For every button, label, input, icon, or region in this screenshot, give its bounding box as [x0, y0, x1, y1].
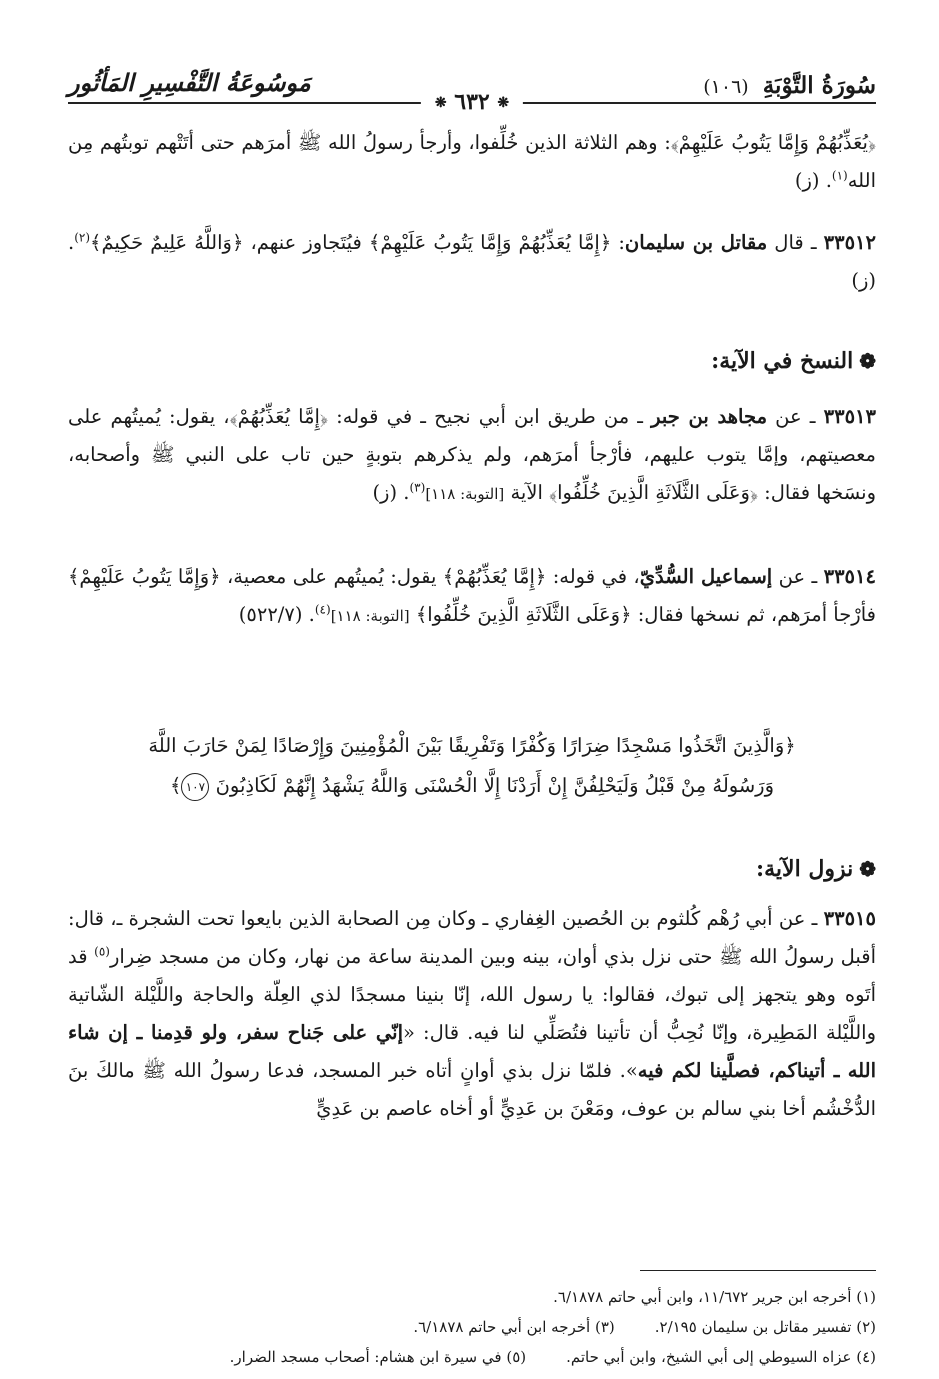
quran-quote: ﴿إِمَّا يُعَذِّبُهُمْ﴾ [229, 405, 328, 428]
quran-quote: ﴿إِمَّا يُعَذِّبُهُمْ﴾ [442, 565, 547, 588]
paragraph-text: ـ عن [772, 565, 824, 588]
verse-close: ﴾ [169, 774, 182, 797]
quran-quote: ﴿وَعَلَى الثَّلَاثَةِ الَّذِينَ خُلِّفُوا﴾ [415, 603, 632, 626]
paragraph-text: ». فلمّا نزل بذي أوانٍ أتاه خبر المسجد، فدعا رسولُ الله ﷺ مالكَ بنَ الدُّخْشُم أخا بني سالم بن عوف، ومَعْنَ بن عَدِيٍّ أو أخاه عاصم بن عَدِيٍّ [68, 1059, 876, 1120]
paragraph-text: ، في قوله: [546, 565, 640, 588]
footnote-marker: (٣) [409, 480, 426, 495]
paragraph-text: الآية [504, 481, 550, 504]
footnote-5: (٥) في سيرة ابن هشام: أصحاب مسجد الضرار. [229, 1348, 527, 1366]
quran-quote: ﴿وَعَلَى الثَّلَاثَةِ الَّذِينَ خُلِّفُوا﴾ [549, 481, 758, 504]
paragraph-text: ـ عن أبي رُهْم كُلثوم بن الحُصين الغِفاري ـ وكان مِن الصحابة الذين بايعوا تحت الشجرة ـ، قال: أقبل رسولُ الله ﷺ حتى نزل بذي أوان، بينه وبين المدينة ساعة من نهار، وكان من مسجد ضِرار [68, 907, 876, 968]
ornament-icon: ❋ [434, 95, 447, 111]
footnote-marker: (١) [831, 168, 848, 183]
quran-quote: ﴿وَاللَّهُ عَلِيمٌ حَكِيمٌ﴾ [90, 231, 244, 254]
footnote-row [68, 1342, 876, 1372]
footnote-4: (٤) عزاه السيوطي إلى أبي الشيخ، وابن أبي حاتم. [566, 1348, 876, 1366]
source-tag: . (ز) [794, 169, 832, 192]
section-heading-revelation [68, 850, 876, 888]
footnote-1: (١) أخرجه ابن جرير ١١/٦٧٢، وابن أبي حاتم ٦/١٨٧٨. [553, 1288, 876, 1306]
paragraph-text: فأرْجأ أمرَهم، ثم نسخها فقال: [631, 603, 876, 626]
book-title: مَوسُوعَةُ التَّفْسِيرِ المَأثُور [68, 68, 311, 97]
narration-number: ٣٣٥١٣ [823, 405, 876, 428]
source-tag: . (ز) [68, 231, 876, 292]
page-header [68, 60, 876, 115]
narrator-name: مجاهد بن جبر [651, 405, 768, 428]
footnote-marker: (٢) [74, 230, 91, 245]
footnotes [68, 1282, 876, 1372]
verse-reference: [التوبة: ١١٨] [425, 485, 505, 503]
ornament-icon: ❋ [497, 95, 510, 111]
surah-title [703, 72, 876, 99]
narration-number: ٣٣٥١٤ [823, 565, 876, 588]
page-number [421, 90, 523, 115]
source-tag: . (٥٢٢/٧) [238, 603, 315, 626]
paragraph-1 [68, 124, 876, 200]
narration-number: ٣٣٥١٢ [823, 231, 876, 254]
quran-quote: ﴿يُعَذِّبُهُمْ وَإِمَّا يَتُوبُ عَلَيْهِمْ﴾ [670, 131, 876, 154]
ayah-number-badge: ١٠٧ [181, 773, 209, 801]
paragraph-text: ـ قال [767, 231, 824, 254]
flower-icon: ❁ [859, 857, 876, 881]
paragraph-33513 [68, 398, 876, 513]
surah-number: (١٠٦) [703, 76, 749, 98]
footnote-marker: (٤) [314, 602, 331, 617]
quran-verse-block [68, 726, 876, 806]
paragraph-text: : [611, 231, 625, 254]
hadith-quote: إنّي على جَناح سفر، ولو قدِمنا ـ إن شاء الله ـ أتيناكم، فصلَّينا لكم فيه [68, 1021, 876, 1082]
verse-text: وَرَسُولَهُ مِنْ قَبْلُ وَلَيَحْلِفُنَّ إِنْ أَرَدْنَا إِلَّا الْحُسْنَى وَاللَّهُ يَشْهَدُ إِنَّهُمْ لَكَاذِبُونَ [215, 774, 775, 797]
paragraph-text: فيُتَجاوز عنهم، [243, 231, 369, 254]
quran-quote: ﴿إِمَّا يُعَذِّبُهُمْ وَإِمَّا يَتُوبُ عَلَيْهِمْ﴾ [368, 231, 612, 254]
heading-text: النسخ في الآية: [711, 348, 854, 374]
footnote-row [68, 1282, 876, 1312]
footnote-2: (٢) تفسير مقاتل بن سليمان ٢/١٩٥. [654, 1318, 876, 1336]
paragraph-text: : وهم الثلاثة الذين خُلِّفوا، وأرجأ رسولُ الله ﷺ أمرَهم حتى أتَتْهم توبتُهم مِن الله [68, 131, 876, 192]
paragraph-text: ـ من طريق ابن أبي نجيح ـ في قوله: [328, 405, 652, 428]
footnote-marker: (٥) [94, 944, 110, 959]
footnote-row [68, 1312, 876, 1342]
footnote-3: (٣) أخرجه ابن أبي حاتم ٦/١٨٧٨. [413, 1318, 615, 1336]
paragraph-text: ـ عن [767, 405, 824, 428]
flower-icon: ❁ [859, 349, 876, 373]
section-heading-abrogation [68, 342, 876, 380]
verse-line-2 [68, 766, 876, 806]
verse-reference: [التوبة: ١١٨] [330, 607, 410, 625]
narration-number: ٣٣٥١٥ [823, 907, 876, 930]
narrator-name: إسماعيل السُّدِّيّ [639, 565, 773, 588]
verse-line-1: ﴿وَالَّذِينَ اتَّخَذُوا مَسْجِدًا ضِرَارًا وَكُفْرًا وَتَفْرِيقًا بَيْنَ الْمُؤْمِنِينَ وَإِرْصَادًا لِمَنْ حَارَبَ اللَّهَ [148, 734, 796, 757]
footnote-rule [640, 1270, 876, 1271]
paragraph-text: يقول: يُميتُهم على معصية، [220, 565, 443, 588]
quran-quote: ﴿وَإِمَّا يَتُوبُ عَلَيْهِمْ﴾ [68, 565, 221, 588]
page-number-text: ٦٣٢ [454, 89, 490, 115]
narrator-name: مقاتل بن سليمان [624, 231, 768, 254]
paragraph-33514 [68, 558, 876, 635]
heading-text: نزول الآية: [756, 856, 854, 882]
surah-name: سُورَةُ التَّوْبَةِ [762, 72, 876, 99]
paragraph-text: ، يقول: يُميتُهم على معصيتهم، وإمَّا يتوب عليهم، فأرْجأ أمرَهم، ولم يذكرهم بتوبةٍ حين تاب على النبي ﷺ وأصحابه، ونسَخها فقال: [68, 405, 876, 504]
paragraph-33512 [68, 224, 876, 300]
source-tag: . (ز) [372, 481, 410, 504]
paragraph-text: قد أتَوه وهو يتجهز إلى تبوك، فقالوا: يا رسول الله، إنّا بنينا مسجدًا لذي العِلّة والحاجة واللَّيْلة الشّاتية واللَّيْلة المَطِيرة، وإنّا نُحِبُّ أن تأتينا فتُصَلِّي لنا فيه. قال: « [68, 945, 876, 1044]
paragraph-33515 [68, 900, 876, 1128]
